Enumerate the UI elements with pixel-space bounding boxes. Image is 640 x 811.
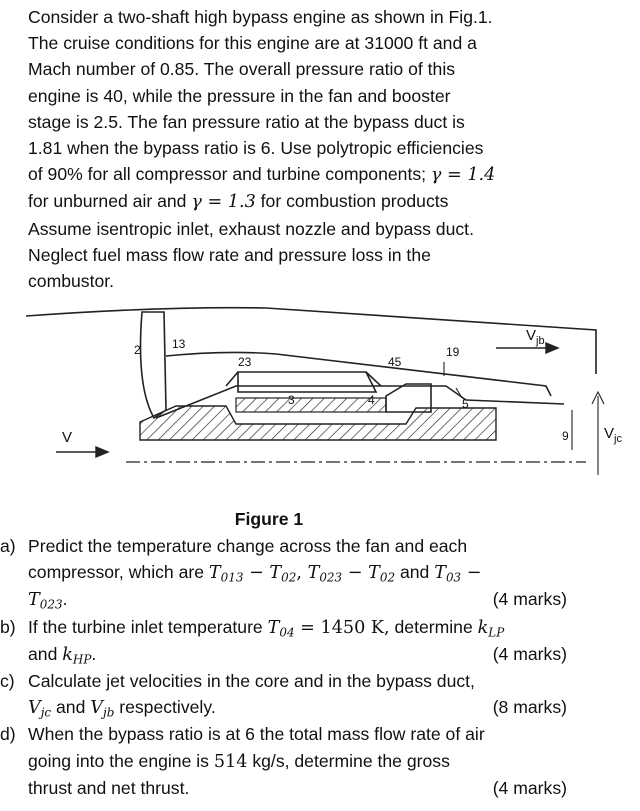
question-c-label: c)	[0, 671, 15, 692]
question-c-line-1: Calculate jet velocities in the core and in the bypass duct,	[28, 671, 475, 692]
booster-stage	[226, 372, 381, 386]
question-b	[0, 614, 640, 668]
v-inlet: V	[62, 429, 73, 446]
b-and: and	[28, 643, 58, 664]
klp-sub: LP	[488, 624, 505, 639]
b-text2: determine	[389, 616, 473, 637]
marks-b: (4 marks)	[492, 643, 567, 664]
question-c	[0, 668, 640, 721]
vjb-arrow-head	[546, 343, 558, 353]
b-text1: If the turbine inlet temperature	[28, 616, 263, 637]
minus-2: −	[342, 563, 369, 584]
gamma-air: γ = 1.4	[430, 165, 496, 186]
problem-statement	[28, 4, 628, 294]
t02b-sub: 02	[379, 570, 396, 585]
splitter-nacelle	[166, 352, 551, 396]
expr-t02b	[368, 563, 395, 583]
marks-c: (8 marks)	[492, 697, 567, 718]
station-3: 3	[288, 393, 295, 407]
and-text: and	[395, 562, 435, 583]
t04-sub: 04	[279, 624, 295, 639]
t04-value: = 1450 K,	[294, 617, 390, 638]
question-a-line-2	[0, 559, 640, 586]
v-jb-sub: jb	[536, 335, 545, 347]
inner-shaft-hatch	[236, 398, 386, 412]
question-b-label: b)	[0, 616, 16, 637]
station-9: 9	[562, 429, 569, 443]
comma-1: ,	[296, 563, 308, 584]
t03-sub: 03	[445, 570, 462, 585]
question-a-line-2-text: compressor, which are	[28, 562, 205, 583]
c-tail: respectively.	[114, 697, 216, 718]
expr-khp	[62, 645, 91, 665]
klp-sym: k	[477, 617, 489, 638]
t02-sym: T	[269, 563, 282, 584]
figure-caption: Figure 1	[234, 509, 304, 529]
expr-t013	[209, 563, 244, 583]
marks-a: (4 marks)	[492, 589, 567, 610]
d-line2-start: going into the engine is	[28, 750, 209, 771]
minus-3: −	[461, 563, 482, 584]
problem-line-7	[28, 161, 628, 188]
mass-flow-value: 514	[213, 751, 248, 772]
question-d-label: d)	[0, 724, 16, 745]
problem-line-8	[28, 188, 628, 215]
line8-start: for unburned air and	[28, 191, 187, 212]
problem-line-5: stage is 2.5. The fan pressure ratio at the bypass duct is	[28, 111, 465, 132]
vjb-sub: jb	[102, 705, 115, 720]
fan-blade	[141, 312, 167, 418]
engine-diagram	[26, 300, 626, 490]
period-a: .	[62, 589, 68, 610]
d-line3: thrust and net thrust.	[28, 777, 190, 798]
minus-1: −	[243, 563, 270, 584]
period-b: .	[91, 643, 97, 664]
gamma-gas: γ = 1.3	[191, 192, 256, 213]
problem-line-4: engine is 40, while the pressure in the fan and booster	[28, 85, 451, 106]
question-a-line-1: Predict the temperature change across the fan and each	[28, 536, 468, 556]
v-jc-label	[604, 425, 622, 445]
problem-line-3: Mach number of 0.85. The overall pressure ratio of this	[28, 59, 456, 80]
question-c-line-2	[0, 694, 640, 721]
t013-sym: T	[208, 563, 221, 584]
station-4: 4	[368, 393, 375, 407]
v-jb-main: V	[526, 327, 537, 344]
station-13: 13	[172, 337, 186, 351]
question-d-line-3	[0, 775, 640, 801]
station-45: 45	[388, 355, 402, 369]
line7-text: of 90% for all compressor and turbine components;	[28, 164, 427, 185]
vjc-sym: V	[28, 698, 41, 719]
t03-sym: T	[434, 563, 446, 584]
v-jc-sub: jc	[614, 433, 622, 445]
t023b-sub: 023	[39, 597, 63, 612]
line8-end: for combustion products	[260, 191, 449, 212]
problem-line-11: combustor.	[28, 271, 115, 292]
d-line2-end: kg/s, determine the gross	[252, 750, 450, 771]
t04-sym: T	[267, 617, 280, 638]
station-5: 5	[462, 397, 469, 411]
question-b-line-1	[0, 614, 640, 641]
problem-line-9: Assume isentropic inlet, exhaust nozzle and bypass duct.	[28, 218, 474, 239]
expr-klp	[478, 618, 505, 638]
marks-d: (4 marks)	[492, 777, 567, 798]
v-jb-label	[526, 327, 545, 347]
t023-sub: 023	[319, 570, 343, 585]
khp-sym: k	[62, 644, 73, 665]
station-23: 23	[238, 355, 252, 369]
t013-sub: 013	[220, 570, 244, 585]
vjc-sub: jc	[40, 705, 52, 720]
expr-vjc	[28, 698, 51, 718]
question-d-line-1: When the bypass ratio is at 6 the total mass flow rate of air	[28, 724, 485, 745]
vjb-sym: V	[90, 698, 103, 719]
question-d	[0, 721, 640, 801]
nacelle-outer	[26, 308, 596, 374]
t02b-sym: T	[368, 563, 380, 584]
expr-t03	[434, 563, 461, 583]
c-and: and	[51, 697, 91, 718]
t023b-sym: T	[28, 590, 40, 611]
vin-arrow-head	[96, 447, 108, 457]
khp-sub: HP	[72, 652, 92, 667]
expr-t023	[308, 563, 343, 583]
station-19: 19	[446, 345, 460, 359]
combustor	[238, 372, 376, 392]
t02-sub: 02	[281, 570, 297, 585]
expr-t04	[268, 618, 295, 638]
expr-t02	[269, 563, 296, 583]
problem-line-1: Consider a two-shaft high bypass engine as shown in Fig.1.	[28, 7, 493, 27]
question-a	[0, 533, 640, 614]
question-b-line-2	[0, 641, 640, 668]
question-a-line-3	[0, 586, 640, 613]
problem-line-10: Neglect fuel mass flow rate and pressure loss in the	[28, 244, 431, 265]
problem-line-2: The cruise conditions for this engine are at 31000 ft and a	[28, 33, 477, 54]
problem-line-6: 1.81 when the bypass ratio is 6. Use polytropic efficiencies	[28, 138, 484, 159]
station-2: 2	[134, 343, 141, 357]
v-jc-main: V	[604, 425, 615, 442]
t023-sym: T	[307, 563, 320, 584]
question-a-label: a)	[0, 536, 16, 556]
question-d-line-2	[0, 748, 640, 775]
expr-t023b	[28, 590, 63, 610]
question-list	[0, 533, 640, 801]
expr-vjb	[90, 698, 114, 718]
